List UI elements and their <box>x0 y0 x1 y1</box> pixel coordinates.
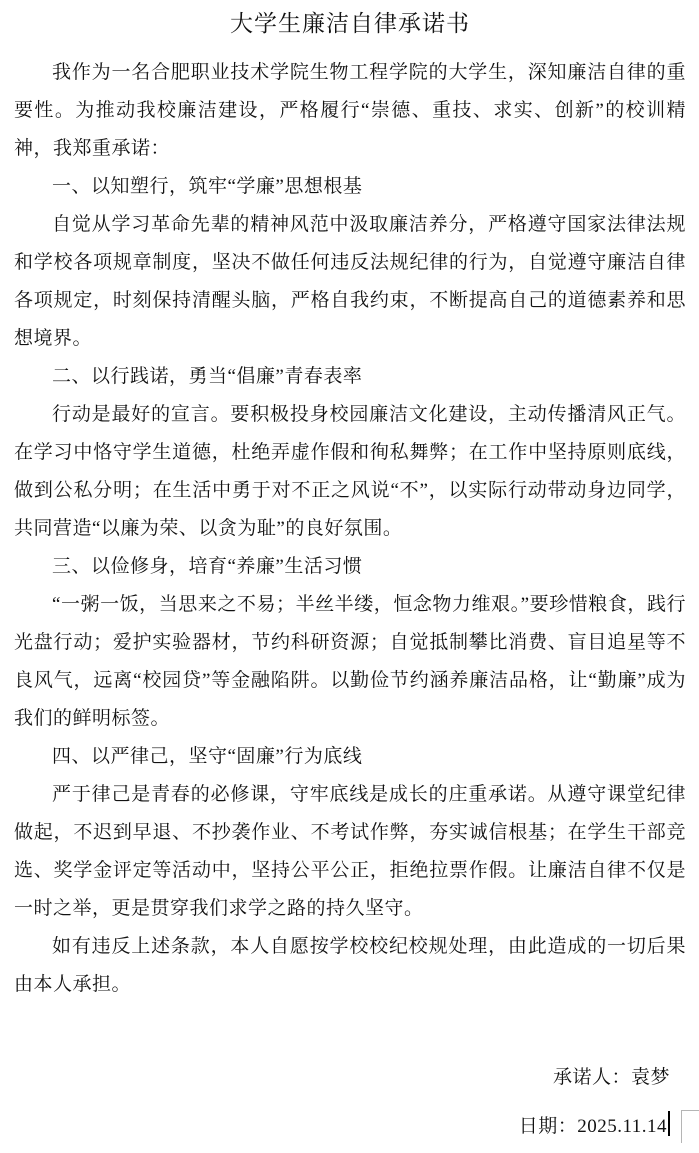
closing-paragraph: 如有违反上述条款，本人自愿按学校校纪校规处理，由此造成的一切后果由本人承担。 <box>14 936 686 995</box>
section-1-heading: 一、以知塑行，筑牢“学廉”思想根基 <box>52 176 363 197</box>
section-4-paragraph: 严于律己是青春的必修课，守牢底线是成长的庄重承诺。从遵守课堂纪律做起，不迟到早退、不抄袭作业、不考试作弊，夯实诚信根基；在学生干部竞选、奖学金评定等活动中，坚持公平公正，拒绝拉票作假。让廉洁自律不仅是一时之举，更是贯穿我们求学之路的持久坚守。 <box>14 784 686 919</box>
signature-block <box>14 1059 686 1146</box>
section-4-heading: 四、以严律己，坚守“固廉”行为底线 <box>52 746 363 767</box>
section-2-paragraph: 行动是最好的宣言。要积极投身校园廉洁文化建设，主动传播清风正气。在学习中恪守学生道德，杜绝弄虚作假和徇私舞弊；在工作中坚持原则底线，做到公私分明；在生活中勇于对不正之风说“不”，以实际行动带动身边同学，共同营造“以廉为荣、以贪为耻”的良好氛围。 <box>14 404 686 539</box>
section-1-paragraph: 自觉从学习革命先辈的精神风范中汲取廉洁养分，严格遵守国家法律法规和学校各项规章制度，坚决不做任何违反法规纪律的行为，自觉遵守廉洁自律各项规定，时刻保持清醒头脑，严格自我约束，不断提高自己的道德素养和思想境界。 <box>14 214 686 349</box>
section-2-heading: 二、以行践诺，勇当“倡廉”青春表率 <box>52 366 363 387</box>
document-title: 大学生廉洁自律承诺书 <box>230 11 470 36</box>
text-boundary-corner-mark <box>681 1110 699 1143</box>
text-cursor-caret <box>668 1111 670 1136</box>
section-3-paragraph: “一粥一饭，当思来之不易；半丝半缕，恒念物力维艰。”要珍惜粮食，践行光盘行动；爱护实验器材，节约科研资源；自觉抵制攀比消费、盲目追星等不良风气，远离“校园贷”等金融陷阱。以勤俭节约涵养廉洁品格，让“勤廉”成为我们的鲜明标签。 <box>14 594 686 729</box>
date-text: 日期：2025.11.14 <box>518 1116 667 1137</box>
section-3-heading: 三、以俭修身，培育“养廉”生活习惯 <box>52 556 363 577</box>
date-line <box>14 1108 670 1146</box>
promiser-line: 承诺人：袁梦 <box>552 1067 670 1088</box>
intro-paragraph: 我作为一名合肥职业技术学院生物工程学院的大学生，深知廉洁自律的重要性。为推动我校廉洁建设，严格履行“崇德、重技、求实、创新”的校训精神，我郑重承诺： <box>14 62 686 159</box>
